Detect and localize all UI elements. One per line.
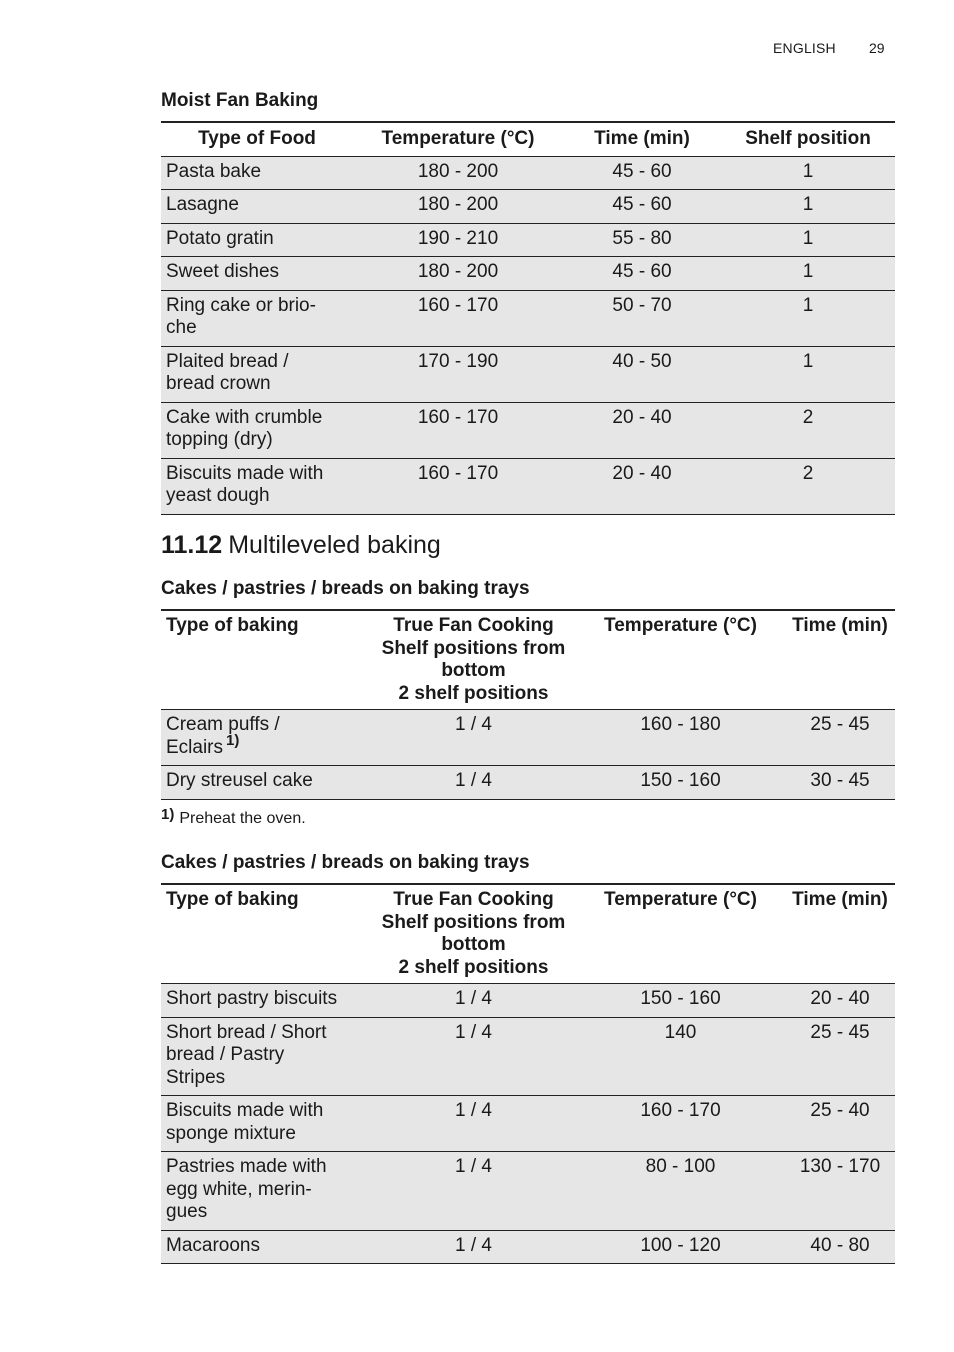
table-header-row bbox=[161, 122, 895, 156]
table-row bbox=[161, 1152, 895, 1231]
table-row bbox=[161, 402, 895, 458]
table-row bbox=[161, 766, 895, 800]
table-header-row bbox=[161, 884, 895, 984]
header-language: ENGLISH bbox=[773, 40, 836, 56]
page-number: 29 bbox=[869, 40, 885, 56]
table-cell: 1 / 4 bbox=[371, 710, 576, 766]
table-cell: 160 - 170 bbox=[353, 458, 563, 514]
table-cell: 1 bbox=[721, 223, 895, 257]
table-row bbox=[161, 984, 895, 1018]
table-cell: Sweet dishes bbox=[161, 257, 353, 291]
column-header: Temperature (°C) bbox=[604, 615, 757, 636]
table-cell: Lasagne bbox=[161, 190, 353, 224]
table-cell: 160 - 170 bbox=[576, 1096, 785, 1152]
table-body bbox=[161, 984, 895, 1264]
table-cell: 40 - 50 bbox=[563, 346, 721, 402]
table-row bbox=[161, 1230, 895, 1264]
moist-fan-title: Moist Fan Baking bbox=[161, 90, 319, 111]
table-row bbox=[161, 346, 895, 402]
table-row bbox=[161, 190, 895, 224]
table-cell: 150 - 160 bbox=[576, 984, 785, 1018]
table-cell: Dry streusel cake bbox=[161, 766, 371, 800]
table-cell: 1 bbox=[721, 190, 895, 224]
table-cell: Short bread / Short bread / Pastry Stripes bbox=[161, 1017, 371, 1096]
multi-table-1-title: Cakes / pastries / breads on baking trays bbox=[161, 578, 530, 599]
column-header: Type of baking bbox=[166, 615, 299, 636]
column-header: Type of Food bbox=[198, 128, 316, 149]
column-header: Temperature (°C) bbox=[381, 128, 535, 149]
table-cell: Biscuits made with sponge mixture bbox=[161, 1096, 371, 1152]
table-cell: Biscuits made with yeast dough bbox=[161, 458, 353, 514]
table-body bbox=[161, 710, 895, 800]
multi-table-2-title: Cakes / pastries / breads on baking trays bbox=[161, 852, 530, 873]
table-cell: 180 - 200 bbox=[353, 190, 563, 224]
table-cell: 80 - 100 bbox=[576, 1152, 785, 1231]
table-cell: Potato gratin bbox=[161, 223, 353, 257]
table-cell: Cream puffs / Eclairs $^{1)}$ bbox=[161, 710, 371, 766]
table-cell: 1 bbox=[721, 290, 895, 346]
table-row bbox=[161, 1096, 895, 1152]
table-row bbox=[161, 290, 895, 346]
table-cell: 1 / 4 bbox=[371, 1230, 576, 1264]
footnote-reference: 1) bbox=[226, 732, 240, 750]
footnote bbox=[161, 806, 306, 828]
column-header: Time (min) bbox=[792, 615, 888, 636]
table-row bbox=[161, 223, 895, 257]
multi-level-table-1 bbox=[161, 609, 895, 800]
table-body bbox=[161, 156, 895, 514]
table-cell: Macaroons bbox=[161, 1230, 371, 1264]
table-cell: 20 - 40 bbox=[563, 458, 721, 514]
column-header: True Fan Cooking Shelf positions from bottom 2 shelf positions bbox=[381, 889, 566, 978]
table-cell: 45 - 60 bbox=[563, 190, 721, 224]
table-cell: 25 - 45 bbox=[785, 1017, 895, 1096]
table-cell: Pastries made with egg white, merin- gues bbox=[161, 1152, 371, 1231]
table-cell: 20 - 40 bbox=[563, 402, 721, 458]
table-row bbox=[161, 458, 895, 514]
table-cell: 1 / 4 bbox=[371, 766, 576, 800]
table-cell: 1 / 4 bbox=[371, 984, 576, 1018]
table-header-row bbox=[161, 610, 895, 710]
table-cell: Short pastry biscuits bbox=[161, 984, 371, 1018]
column-header: Time (min) bbox=[792, 889, 888, 910]
table-cell: 1 / 4 bbox=[371, 1152, 576, 1231]
column-header: Time (min) bbox=[594, 128, 690, 149]
table-cell: 180 - 200 bbox=[353, 257, 563, 291]
table-cell: Plaited bread / bread crown bbox=[161, 346, 353, 402]
table-cell: 30 - 45 bbox=[785, 766, 895, 800]
table-cell: 150 - 160 bbox=[576, 766, 785, 800]
table-cell: 190 - 210 bbox=[353, 223, 563, 257]
table-cell: Ring cake or brio- che bbox=[161, 290, 353, 346]
column-header: Type of baking bbox=[166, 889, 299, 910]
table-cell: 2 bbox=[721, 402, 895, 458]
table-cell: 50 - 70 bbox=[563, 290, 721, 346]
chapter-number: 11.12 bbox=[161, 531, 223, 559]
table-cell: 160 - 170 bbox=[353, 402, 563, 458]
column-header: Temperature (°C) bbox=[604, 889, 757, 910]
table-cell: 25 - 45 bbox=[785, 710, 895, 766]
table-cell: 55 - 80 bbox=[563, 223, 721, 257]
table-cell: Pasta bake bbox=[161, 156, 353, 190]
multi-level-table-2 bbox=[161, 883, 895, 1264]
table-cell: 180 - 200 bbox=[353, 156, 563, 190]
table-cell: 40 - 80 bbox=[785, 1230, 895, 1264]
table-row bbox=[161, 710, 895, 766]
column-header: True Fan Cooking Shelf positions from bottom 2 shelf positions bbox=[381, 615, 566, 704]
table-cell: 170 - 190 bbox=[353, 346, 563, 402]
table-cell: 130 - 170 bbox=[785, 1152, 895, 1231]
table-cell: 160 - 180 bbox=[576, 710, 785, 766]
table-cell: 25 - 40 bbox=[785, 1096, 895, 1152]
column-header: Shelf position bbox=[745, 128, 871, 149]
table-row bbox=[161, 1017, 895, 1096]
table-cell: 140 bbox=[576, 1017, 785, 1096]
table-cell: Cake with crumble topping (dry) bbox=[161, 402, 353, 458]
footnote-marker: 1) bbox=[161, 806, 175, 823]
table-cell: 160 - 170 bbox=[353, 290, 563, 346]
table-cell: 1 bbox=[721, 156, 895, 190]
moist-fan-table bbox=[161, 121, 895, 515]
table-cell: 20 - 40 bbox=[785, 984, 895, 1018]
table-cell: 1 / 4 bbox=[371, 1017, 576, 1096]
table-cell: 1 bbox=[721, 257, 895, 291]
table-cell: 100 - 120 bbox=[576, 1230, 785, 1264]
table-cell: 1 / 4 bbox=[371, 1096, 576, 1152]
table-cell: 2 bbox=[721, 458, 895, 514]
table-row bbox=[161, 257, 895, 291]
table-cell: 1 bbox=[721, 346, 895, 402]
chapter-title: Multileveled baking bbox=[228, 531, 441, 559]
table-cell: 45 - 60 bbox=[563, 156, 721, 190]
table-row bbox=[161, 156, 895, 190]
footnote-text: Preheat the oven. bbox=[179, 810, 306, 827]
chapter-heading bbox=[161, 531, 441, 560]
table-cell: 45 - 60 bbox=[563, 257, 721, 291]
